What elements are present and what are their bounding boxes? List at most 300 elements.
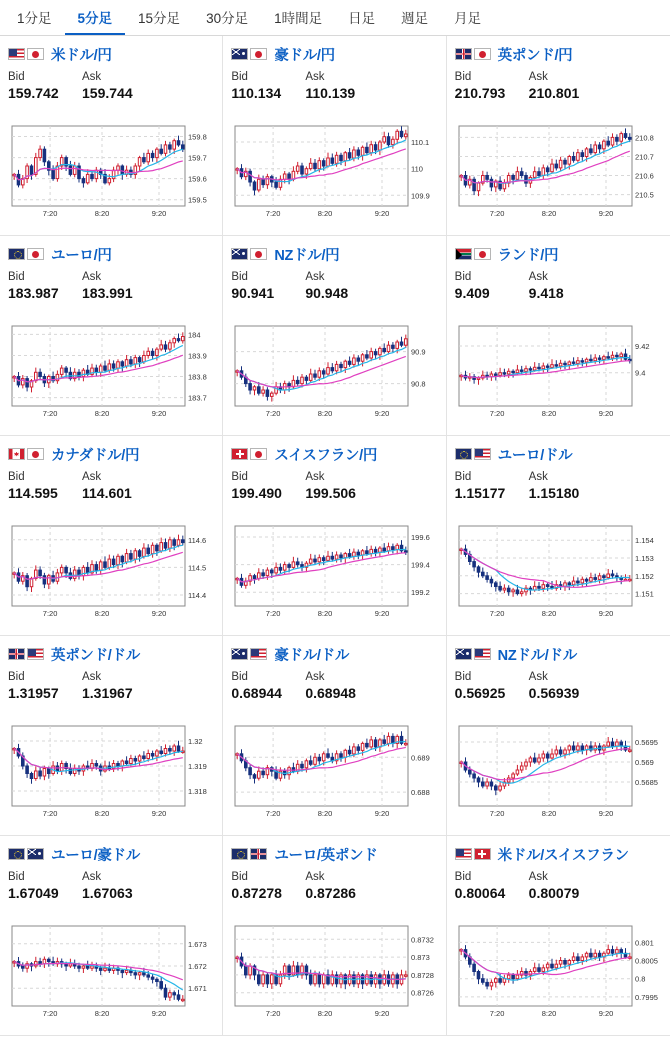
- tab-label: 日足: [348, 10, 376, 26]
- tab-label: 月足: [454, 10, 482, 26]
- ask-label: Ask: [82, 871, 102, 883]
- pair-title[interactable]: 英ポンド/円: [497, 47, 573, 64]
- ask-label: Ask: [528, 71, 548, 83]
- quote-values: [8, 485, 214, 501]
- svg-text:7:20: 7:20: [266, 209, 281, 218]
- svg-text:9:20: 9:20: [375, 809, 390, 818]
- svg-text:9:20: 9:20: [375, 209, 390, 218]
- ask-value: 0.87286: [305, 885, 356, 901]
- svg-text:9:20: 9:20: [151, 609, 167, 618]
- tab-label: 1時間足: [274, 10, 323, 26]
- bid-value: 1.31957: [8, 685, 59, 701]
- svg-text:0.5685: 0.5685: [634, 778, 658, 787]
- quote-labels: [231, 271, 437, 283]
- flag-pair: [455, 48, 491, 60]
- candlestick-chart[interactable]: [8, 522, 218, 622]
- quote-labels: [8, 471, 214, 483]
- quote-values: [231, 285, 437, 301]
- quote-values: [455, 885, 662, 901]
- flag-pair: [455, 648, 491, 660]
- svg-text:9.42: 9.42: [634, 342, 650, 351]
- bid-label: Bid: [8, 71, 25, 83]
- svg-text:7:20: 7:20: [489, 209, 505, 218]
- svg-text:9:20: 9:20: [598, 409, 613, 418]
- svg-text:159.5: 159.5: [188, 195, 207, 205]
- svg-text:0.8005: 0.8005: [634, 956, 658, 966]
- svg-text:183.9: 183.9: [188, 351, 207, 361]
- tab-15min[interactable]: [125, 0, 193, 35]
- quote-labels: [8, 671, 214, 683]
- quote-labels: [455, 871, 662, 883]
- pair-title[interactable]: スイスフラン/円: [274, 447, 378, 464]
- flag-pair: [455, 848, 491, 860]
- pair-panel[interactable]: [223, 36, 446, 236]
- svg-text:8:20: 8:20: [541, 409, 556, 418]
- ask-label: Ask: [305, 471, 325, 483]
- svg-text:0.569: 0.569: [634, 758, 654, 767]
- pair-title[interactable]: ユーロ/英ポンド: [274, 847, 378, 864]
- flag-pair: [455, 248, 491, 260]
- pair-title[interactable]: 英ポンド/ドル: [51, 647, 140, 664]
- pair-header: [231, 844, 437, 864]
- pair-panel[interactable]: [447, 36, 670, 236]
- quote-values: [8, 285, 214, 301]
- svg-text:8:20: 8:20: [541, 609, 556, 618]
- quote-values: [455, 85, 662, 101]
- svg-text:7:20: 7:20: [266, 809, 281, 818]
- svg-text:7:20: 7:20: [266, 409, 281, 418]
- pair-panel[interactable]: [223, 236, 446, 436]
- quote-values: [231, 485, 437, 501]
- bid-value: 0.80064: [454, 885, 506, 901]
- pair-panel[interactable]: [223, 836, 446, 1036]
- svg-text:0.8: 0.8: [634, 974, 646, 984]
- svg-text:8:20: 8:20: [541, 1009, 556, 1018]
- tab-5min[interactable]: [65, 0, 126, 35]
- bid-value: 1.15177: [454, 485, 506, 501]
- quote-values: [8, 85, 214, 101]
- svg-text:9:20: 9:20: [151, 1009, 167, 1018]
- svg-text:9:20: 9:20: [598, 609, 613, 618]
- pair-header: [455, 44, 662, 64]
- flag-icon: [8, 448, 25, 460]
- svg-text:9:20: 9:20: [598, 1009, 613, 1018]
- pair-header: [455, 444, 662, 464]
- quote-labels: [231, 471, 437, 483]
- tab-1hour[interactable]: [261, 0, 335, 35]
- flag-pair: [231, 648, 267, 660]
- svg-text:110.1: 110.1: [411, 138, 430, 147]
- candlestick-chart[interactable]: [8, 722, 218, 822]
- ask-label: Ask: [82, 71, 102, 83]
- tab-weekly[interactable]: [388, 0, 441, 35]
- pair-title[interactable]: カナダドル/円: [51, 447, 140, 464]
- bid-label: Bid: [8, 671, 25, 683]
- ask-value: 0.80079: [528, 885, 580, 901]
- bid-label: Bid: [231, 671, 248, 683]
- svg-text:109.9: 109.9: [411, 191, 431, 201]
- ask-label: Ask: [305, 671, 325, 683]
- flag-pair: [455, 448, 491, 460]
- flag-icon: [250, 648, 267, 660]
- tab-1min[interactable]: [4, 0, 65, 35]
- quote-labels: [231, 671, 437, 683]
- svg-text:9:20: 9:20: [375, 409, 390, 418]
- svg-text:7:20: 7:20: [489, 609, 505, 618]
- pair-title[interactable]: NZドル/円: [274, 247, 340, 264]
- svg-text:1.154: 1.154: [634, 536, 654, 546]
- candlestick-chart[interactable]: [231, 322, 441, 422]
- svg-text:183.8: 183.8: [188, 372, 207, 382]
- svg-text:9:20: 9:20: [375, 1009, 390, 1018]
- timeframe-tabbar: [0, 0, 670, 36]
- ask-value: 0.56939: [528, 685, 580, 701]
- svg-text:183.7: 183.7: [188, 393, 207, 403]
- ask-value: 0.68948: [305, 685, 356, 701]
- pair-title[interactable]: 米ドル/スイスフラン: [497, 847, 629, 864]
- quote-values: [8, 885, 214, 901]
- svg-text:8:20: 8:20: [94, 409, 110, 418]
- flag-icon: [231, 248, 248, 260]
- bid-label: Bid: [8, 871, 25, 883]
- flag-pair: [8, 248, 44, 260]
- svg-text:8:20: 8:20: [318, 1009, 333, 1018]
- svg-text:8:20: 8:20: [318, 209, 333, 218]
- pair-panel[interactable]: [0, 236, 223, 436]
- pair-title[interactable]: ユーロ/豪ドル: [51, 847, 140, 864]
- svg-text:210.6: 210.6: [634, 171, 654, 181]
- tab-label: 15分足: [138, 10, 181, 26]
- svg-text:0.873: 0.873: [411, 953, 431, 963]
- bid-label: Bid: [454, 871, 472, 883]
- pair-header: [231, 244, 437, 264]
- flag-icon: [231, 848, 248, 860]
- svg-text:199.6: 199.6: [411, 533, 431, 542]
- pair-panel[interactable]: [447, 836, 670, 1036]
- ask-label: Ask: [305, 271, 325, 283]
- bid-value: 0.68944: [231, 685, 282, 701]
- pair-title[interactable]: 豪ドル/ドル: [274, 647, 350, 664]
- flag-icon: [455, 448, 472, 460]
- flag-pair: [231, 48, 267, 60]
- bid-label: Bid: [454, 271, 472, 283]
- svg-text:114.6: 114.6: [188, 535, 207, 545]
- pair-title[interactable]: ランド/円: [497, 247, 559, 264]
- tab-monthly[interactable]: [441, 0, 494, 35]
- svg-text:90.8: 90.8: [411, 379, 426, 389]
- svg-text:1.319: 1.319: [188, 762, 207, 771]
- ask-label: Ask: [82, 471, 102, 483]
- flag-icon: [455, 848, 472, 860]
- svg-text:210.7: 210.7: [634, 152, 654, 162]
- flag-icon: [250, 248, 267, 260]
- bid-label: Bid: [231, 871, 248, 883]
- candlestick-chart[interactable]: [231, 922, 441, 1022]
- ask-value: 183.991: [82, 285, 133, 301]
- svg-text:9:20: 9:20: [598, 809, 613, 818]
- flag-icon: [231, 448, 248, 460]
- flag-pair: [231, 248, 267, 260]
- ask-value: 1.31967: [82, 685, 133, 701]
- candlestick-chart[interactable]: [455, 522, 666, 622]
- svg-text:7:20: 7:20: [42, 809, 58, 818]
- flag-icon: [27, 48, 44, 60]
- svg-text:199.2: 199.2: [411, 588, 431, 598]
- bid-value: 159.742: [8, 85, 59, 101]
- candlestick-chart[interactable]: [8, 122, 218, 222]
- flag-pair: [8, 448, 44, 460]
- currency-pair-grid: [0, 36, 670, 1036]
- svg-text:0.688: 0.688: [411, 788, 431, 798]
- svg-text:110: 110: [411, 164, 424, 174]
- flag-icon: [8, 648, 25, 660]
- quote-labels: [231, 71, 437, 83]
- flag-icon: [231, 48, 248, 60]
- flag-icon: [474, 448, 491, 460]
- pair-panel[interactable]: [223, 436, 446, 636]
- bid-value: 90.941: [231, 285, 275, 301]
- quote-values: [231, 85, 437, 101]
- bid-label: Bid: [231, 71, 248, 83]
- ask-value: 1.67063: [82, 885, 133, 901]
- pair-header: [231, 644, 437, 664]
- svg-text:1.673: 1.673: [188, 939, 207, 949]
- pair-header: [455, 844, 662, 864]
- ask-value: 199.506: [305, 485, 356, 501]
- candlestick-chart[interactable]: [455, 122, 666, 222]
- svg-text:7:20: 7:20: [266, 609, 281, 618]
- svg-text:0.8726: 0.8726: [411, 988, 435, 998]
- quote-values: [8, 685, 214, 701]
- svg-text:159.7: 159.7: [188, 153, 207, 163]
- flag-icon: [231, 648, 248, 660]
- quote-labels: [8, 271, 214, 283]
- svg-text:1.151: 1.151: [634, 589, 654, 599]
- flag-icon: [455, 648, 472, 660]
- bid-label: Bid: [454, 71, 472, 83]
- pair-panel[interactable]: [0, 836, 223, 1036]
- svg-text:7:20: 7:20: [42, 609, 58, 618]
- flag-pair: [8, 648, 44, 660]
- svg-text:7:20: 7:20: [266, 1009, 281, 1018]
- pair-header: [455, 644, 662, 664]
- ask-value: 210.801: [528, 85, 580, 101]
- svg-text:9:20: 9:20: [375, 609, 390, 618]
- flag-icon: [474, 648, 491, 660]
- tab-30min[interactable]: [193, 0, 261, 35]
- svg-text:8:20: 8:20: [318, 609, 333, 618]
- bid-value: 210.793: [454, 85, 506, 101]
- candlestick-chart[interactable]: [455, 722, 666, 822]
- quote-values: [455, 285, 662, 301]
- flag-pair: [8, 848, 44, 860]
- quote-labels: [8, 71, 214, 83]
- quote-labels: [231, 871, 437, 883]
- quote-labels: [8, 871, 214, 883]
- svg-text:210.8: 210.8: [634, 133, 654, 143]
- flag-icon: [474, 48, 491, 60]
- pair-panel[interactable]: [0, 436, 223, 636]
- pair-panel[interactable]: [447, 636, 670, 836]
- tab-label: 5分足: [77, 10, 113, 26]
- flag-pair: [231, 448, 267, 460]
- flag-icon: [8, 48, 25, 60]
- svg-text:9:20: 9:20: [151, 209, 167, 218]
- ask-label: Ask: [528, 871, 548, 883]
- bid-value: 0.56925: [454, 685, 506, 701]
- candlestick-chart[interactable]: [8, 922, 218, 1022]
- candlestick-chart[interactable]: [231, 122, 441, 222]
- svg-text:9:20: 9:20: [151, 809, 167, 818]
- bid-label: Bid: [231, 271, 248, 283]
- candlestick-chart[interactable]: [231, 522, 441, 622]
- quote-values: [455, 485, 662, 501]
- ask-value: 1.15180: [528, 485, 580, 501]
- svg-text:0.5695: 0.5695: [634, 738, 658, 747]
- svg-text:8:20: 8:20: [541, 209, 556, 218]
- ask-value: 9.418: [528, 285, 564, 301]
- svg-text:1.152: 1.152: [634, 571, 654, 581]
- pair-header: [231, 444, 437, 464]
- flag-icon: [250, 848, 267, 860]
- svg-text:7:20: 7:20: [42, 409, 58, 418]
- pair-header: [455, 244, 662, 264]
- pair-title[interactable]: ユーロ/円: [51, 247, 112, 264]
- pair-panel[interactable]: [223, 636, 446, 836]
- svg-text:7:20: 7:20: [42, 1009, 58, 1018]
- svg-text:9.4: 9.4: [634, 368, 646, 378]
- svg-text:114.5: 114.5: [188, 563, 207, 573]
- ask-label: Ask: [528, 671, 548, 683]
- quote-values: [455, 685, 662, 701]
- tab-label: 1分足: [17, 10, 52, 26]
- flag-icon: [27, 248, 44, 260]
- flag-icon: [8, 248, 25, 260]
- bid-value: 9.409: [454, 285, 490, 301]
- bid-value: 199.490: [231, 485, 282, 501]
- flag-icon: [27, 848, 44, 860]
- ask-value: 114.601: [82, 485, 132, 501]
- quote-labels: [455, 671, 662, 683]
- candlestick-chart[interactable]: [231, 722, 441, 822]
- svg-text:1.32: 1.32: [188, 737, 203, 746]
- svg-text:90.9: 90.9: [411, 347, 426, 357]
- flag-icon: [250, 448, 267, 460]
- ask-label: Ask: [528, 271, 548, 283]
- pair-title[interactable]: NZドル/ドル: [497, 647, 577, 664]
- quote-values: [231, 685, 437, 701]
- svg-text:9:20: 9:20: [598, 209, 613, 218]
- candlestick-chart[interactable]: [455, 322, 666, 422]
- pair-panel[interactable]: [447, 236, 670, 436]
- svg-text:8:20: 8:20: [94, 609, 110, 618]
- bid-value: 1.67049: [8, 885, 59, 901]
- flag-icon: [8, 848, 25, 860]
- pair-header: [8, 844, 214, 864]
- flag-icon: [27, 448, 44, 460]
- bid-value: 0.87278: [231, 885, 282, 901]
- pair-title[interactable]: 豪ドル/円: [274, 47, 335, 64]
- ask-value: 90.948: [305, 285, 349, 301]
- bid-label: Bid: [8, 471, 25, 483]
- ask-label: Ask: [305, 71, 325, 83]
- svg-text:210.5: 210.5: [634, 190, 654, 200]
- pair-title[interactable]: ユーロ/ドル: [497, 447, 573, 464]
- ask-label: Ask: [305, 871, 325, 883]
- svg-text:159.8: 159.8: [188, 132, 207, 142]
- candlestick-chart[interactable]: [8, 322, 218, 422]
- bid-value: 183.987: [8, 285, 59, 301]
- svg-text:114.4: 114.4: [188, 591, 207, 600]
- flag-icon: [455, 248, 472, 260]
- pair-header: [8, 244, 214, 264]
- svg-text:1.672: 1.672: [188, 962, 207, 971]
- svg-text:199.4: 199.4: [411, 560, 431, 570]
- svg-text:8:20: 8:20: [318, 409, 333, 418]
- svg-text:0.8732: 0.8732: [411, 935, 435, 945]
- svg-text:7:20: 7:20: [489, 1009, 505, 1018]
- flag-icon: [455, 48, 472, 60]
- quote-values: [231, 885, 437, 901]
- flag-icon: [27, 648, 44, 660]
- svg-text:9:20: 9:20: [151, 409, 167, 418]
- tab-label: 週足: [401, 10, 429, 26]
- ask-label: Ask: [82, 271, 102, 283]
- bid-value: 114.595: [8, 485, 58, 501]
- pair-panel[interactable]: [0, 636, 223, 836]
- svg-text:0.689: 0.689: [411, 753, 431, 763]
- svg-text:1.671: 1.671: [188, 984, 207, 994]
- svg-text:7:20: 7:20: [489, 409, 505, 418]
- tab-label: 30分足: [206, 10, 249, 26]
- ask-value: 110.139: [305, 85, 356, 101]
- pair-panel[interactable]: [447, 436, 670, 636]
- svg-text:159.6: 159.6: [188, 174, 207, 184]
- flag-icon: [474, 848, 491, 860]
- flag-pair: [231, 848, 267, 860]
- quote-labels: [455, 471, 662, 483]
- svg-text:8:20: 8:20: [94, 809, 110, 818]
- svg-text:8:20: 8:20: [94, 1009, 110, 1018]
- svg-text:1.318: 1.318: [188, 787, 207, 796]
- flag-pair: [8, 48, 44, 60]
- ask-label: Ask: [528, 471, 548, 483]
- ask-value: 159.744: [82, 85, 133, 101]
- pair-panel[interactable]: [0, 36, 223, 236]
- tab-daily[interactable]: [335, 0, 388, 35]
- ask-label: Ask: [82, 671, 102, 683]
- bid-value: 110.134: [231, 85, 282, 101]
- svg-text:0.8728: 0.8728: [411, 970, 435, 980]
- candlestick-chart[interactable]: [455, 922, 666, 1022]
- pair-header: [8, 644, 214, 664]
- svg-text:8:20: 8:20: [94, 209, 110, 218]
- svg-text:7:20: 7:20: [489, 809, 505, 818]
- bid-label: Bid: [454, 471, 472, 483]
- svg-text:184: 184: [188, 330, 201, 340]
- pair-title[interactable]: 米ドル/円: [51, 47, 112, 64]
- bid-label: Bid: [454, 671, 472, 683]
- pair-header: [8, 44, 214, 64]
- flag-icon: [250, 48, 267, 60]
- svg-text:1.153: 1.153: [634, 554, 654, 563]
- bid-label: Bid: [8, 271, 25, 283]
- bid-label: Bid: [231, 471, 248, 483]
- svg-text:0.7995: 0.7995: [634, 992, 658, 1002]
- quote-labels: [455, 271, 662, 283]
- svg-text:0.801: 0.801: [634, 938, 654, 948]
- flag-icon: [474, 248, 491, 260]
